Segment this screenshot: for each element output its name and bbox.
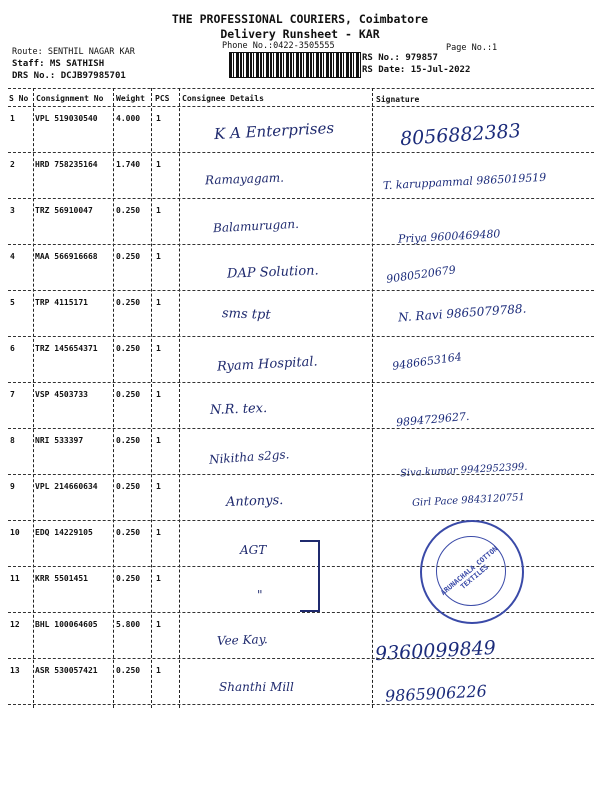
col-consignee: Consignee Details bbox=[182, 94, 264, 103]
rs-date: RS Date: 15-Jul-2022 bbox=[362, 65, 471, 75]
row-consignee-handwriting: AGT bbox=[240, 543, 267, 557]
row-divider bbox=[8, 336, 594, 337]
row-weight: 0.250 bbox=[116, 574, 141, 583]
row-consignment-number: KRR 5501451 bbox=[35, 574, 88, 583]
row-serial-number: 4 bbox=[10, 252, 15, 261]
col-signature: Signature bbox=[376, 95, 420, 104]
row-signature-handwriting: 8056882383 bbox=[399, 119, 522, 151]
rs-number: RS No.: 979857 bbox=[362, 53, 438, 63]
row-signature-handwriting: Siva kumar 9942952399. bbox=[399, 461, 528, 480]
row-consignment-number: MAA 566916668 bbox=[35, 252, 98, 261]
row-signature-handwriting: 9360099849 bbox=[374, 636, 497, 666]
row-weight: 5.800 bbox=[116, 620, 141, 629]
row-consignment-number: VPL 214660634 bbox=[35, 482, 98, 491]
row-pieces: 1 bbox=[156, 528, 161, 537]
row-weight: 0.250 bbox=[116, 666, 141, 675]
row-consignee-handwriting: sms tpt bbox=[221, 306, 271, 323]
row-pieces: 1 bbox=[156, 298, 161, 307]
col-sno: S No bbox=[9, 94, 29, 103]
row-signature-handwriting: 9080520679 bbox=[385, 263, 457, 286]
row-weight: 0.250 bbox=[116, 436, 141, 445]
row-serial-number: 6 bbox=[10, 344, 15, 353]
row-divider bbox=[8, 244, 594, 245]
row-serial-number: 9 bbox=[10, 482, 15, 491]
row-divider bbox=[8, 428, 594, 429]
row-weight: 1.740 bbox=[116, 160, 141, 169]
row-weight: 0.250 bbox=[116, 344, 141, 353]
row-signature-handwriting: Priya 9600469480 bbox=[397, 227, 501, 246]
row-consignment-number: VPL 519030540 bbox=[35, 114, 98, 123]
row-consignment-number: ASR 530057421 bbox=[35, 666, 98, 675]
col-divider bbox=[113, 88, 114, 708]
col-divider bbox=[179, 88, 180, 708]
row-divider bbox=[8, 520, 594, 521]
row-pieces: 1 bbox=[156, 620, 161, 629]
row-serial-number: 3 bbox=[10, 206, 15, 215]
col-divider bbox=[372, 88, 373, 708]
row-pieces: 1 bbox=[156, 160, 161, 169]
staff-label: Staff: MS SATHISH bbox=[12, 59, 105, 69]
row-consignee-handwriting: Shanthi Mill bbox=[219, 680, 294, 694]
route-label: Route: SENTHIL NAGAR KAR bbox=[12, 47, 135, 57]
row-serial-number: 11 bbox=[10, 574, 20, 583]
row-signature-handwriting: 9865906226 bbox=[384, 681, 488, 706]
row-consignee-handwriting: Ryam Hospital. bbox=[216, 354, 319, 375]
row-serial-number: 8 bbox=[10, 436, 15, 445]
row-weight: 0.250 bbox=[116, 482, 141, 491]
row-consignment-number: EDQ 14229105 bbox=[35, 528, 93, 537]
row-consignment-number: BHL 100064605 bbox=[35, 620, 98, 629]
row-pieces: 1 bbox=[156, 482, 161, 491]
row-consignee-handwriting: Ramayagam. bbox=[204, 170, 285, 188]
row-consignee-handwriting: Nikitha s2gs. bbox=[208, 447, 290, 467]
table-top-rule bbox=[8, 88, 594, 89]
row-consignment-number: TRZ 56910047 bbox=[35, 206, 93, 215]
row-divider bbox=[8, 152, 594, 153]
row-consignment-number: TRZ 145654371 bbox=[35, 344, 98, 353]
page-number: Page No.:1 bbox=[446, 43, 498, 53]
col-weight: Weight bbox=[116, 94, 145, 103]
company-title: THE PROFESSIONAL COURIERS, Coimbatore bbox=[171, 12, 429, 26]
row-serial-number: 7 bbox=[10, 390, 15, 399]
handwritten-bracket bbox=[300, 540, 320, 612]
row-consignment-number: VSP 4503733 bbox=[35, 390, 88, 399]
row-serial-number: 5 bbox=[10, 298, 15, 307]
drs-number: DRS No.: DCJB97985701 bbox=[12, 71, 126, 81]
row-pieces: 1 bbox=[156, 206, 161, 215]
row-serial-number: 13 bbox=[10, 666, 20, 675]
row-pieces: 1 bbox=[156, 666, 161, 675]
row-pieces: 1 bbox=[156, 114, 161, 123]
row-serial-number: 1 bbox=[10, 114, 15, 123]
col-consignment: Consignment No bbox=[36, 94, 104, 103]
stamp-text: ARUNACHALA COTTON TEXTILES bbox=[439, 544, 500, 598]
row-divider bbox=[8, 704, 594, 705]
row-signature-handwriting: Girl Pace 9843120751 bbox=[411, 492, 526, 509]
row-divider bbox=[8, 474, 594, 475]
row-weight: 0.250 bbox=[116, 298, 141, 307]
row-consignee-handwriting: N.R. tex. bbox=[209, 401, 268, 418]
row-divider bbox=[8, 290, 594, 291]
row-pieces: 1 bbox=[156, 390, 161, 399]
table-header-rule bbox=[8, 106, 594, 107]
row-divider bbox=[8, 198, 594, 199]
row-divider bbox=[8, 658, 594, 659]
row-weight: 4.000 bbox=[116, 114, 141, 123]
row-pieces: 1 bbox=[156, 574, 161, 583]
row-weight: 0.250 bbox=[116, 390, 141, 399]
row-serial-number: 10 bbox=[10, 528, 20, 537]
row-weight: 0.250 bbox=[116, 528, 141, 537]
row-consignee-handwriting: " bbox=[257, 588, 263, 602]
col-divider bbox=[151, 88, 152, 708]
row-signature-handwriting: 9894729627. bbox=[395, 409, 470, 430]
row-pieces: 1 bbox=[156, 436, 161, 445]
col-divider bbox=[33, 88, 34, 708]
company-stamp bbox=[420, 520, 524, 624]
row-signature-handwriting: 9486653164 bbox=[391, 350, 463, 373]
row-serial-number: 12 bbox=[10, 620, 20, 629]
row-consignee-handwriting: K A Enterprises bbox=[213, 118, 335, 144]
row-consignee-handwriting: Vee Kay. bbox=[216, 632, 268, 648]
row-weight: 0.250 bbox=[116, 206, 141, 215]
row-weight: 0.250 bbox=[116, 252, 141, 261]
row-consignee-handwriting: DAP Solution. bbox=[226, 263, 319, 282]
row-consignment-number: HRD 758235164 bbox=[35, 160, 98, 169]
row-consignment-number: NRI 533397 bbox=[35, 436, 84, 445]
row-consignee-handwriting: Balamurugan. bbox=[212, 216, 300, 236]
row-signature-handwriting: T. karuppammal 9865019519 bbox=[382, 170, 547, 193]
row-divider bbox=[8, 612, 594, 613]
col-pcs: PCS bbox=[155, 94, 170, 103]
row-consignment-number: TRP 4115171 bbox=[35, 298, 88, 307]
row-signature-handwriting: N. Ravi 9865079788. bbox=[397, 301, 527, 325]
row-divider bbox=[8, 382, 594, 383]
runsheet-title: Delivery Runsheet - KAR bbox=[220, 27, 380, 41]
row-consignee-handwriting: Antonys. bbox=[225, 493, 284, 510]
row-pieces: 1 bbox=[156, 252, 161, 261]
row-pieces: 1 bbox=[156, 344, 161, 353]
row-serial-number: 2 bbox=[10, 160, 15, 169]
phone-number: Phone No.:0422-3505555 bbox=[222, 41, 335, 51]
barcode bbox=[229, 52, 361, 78]
